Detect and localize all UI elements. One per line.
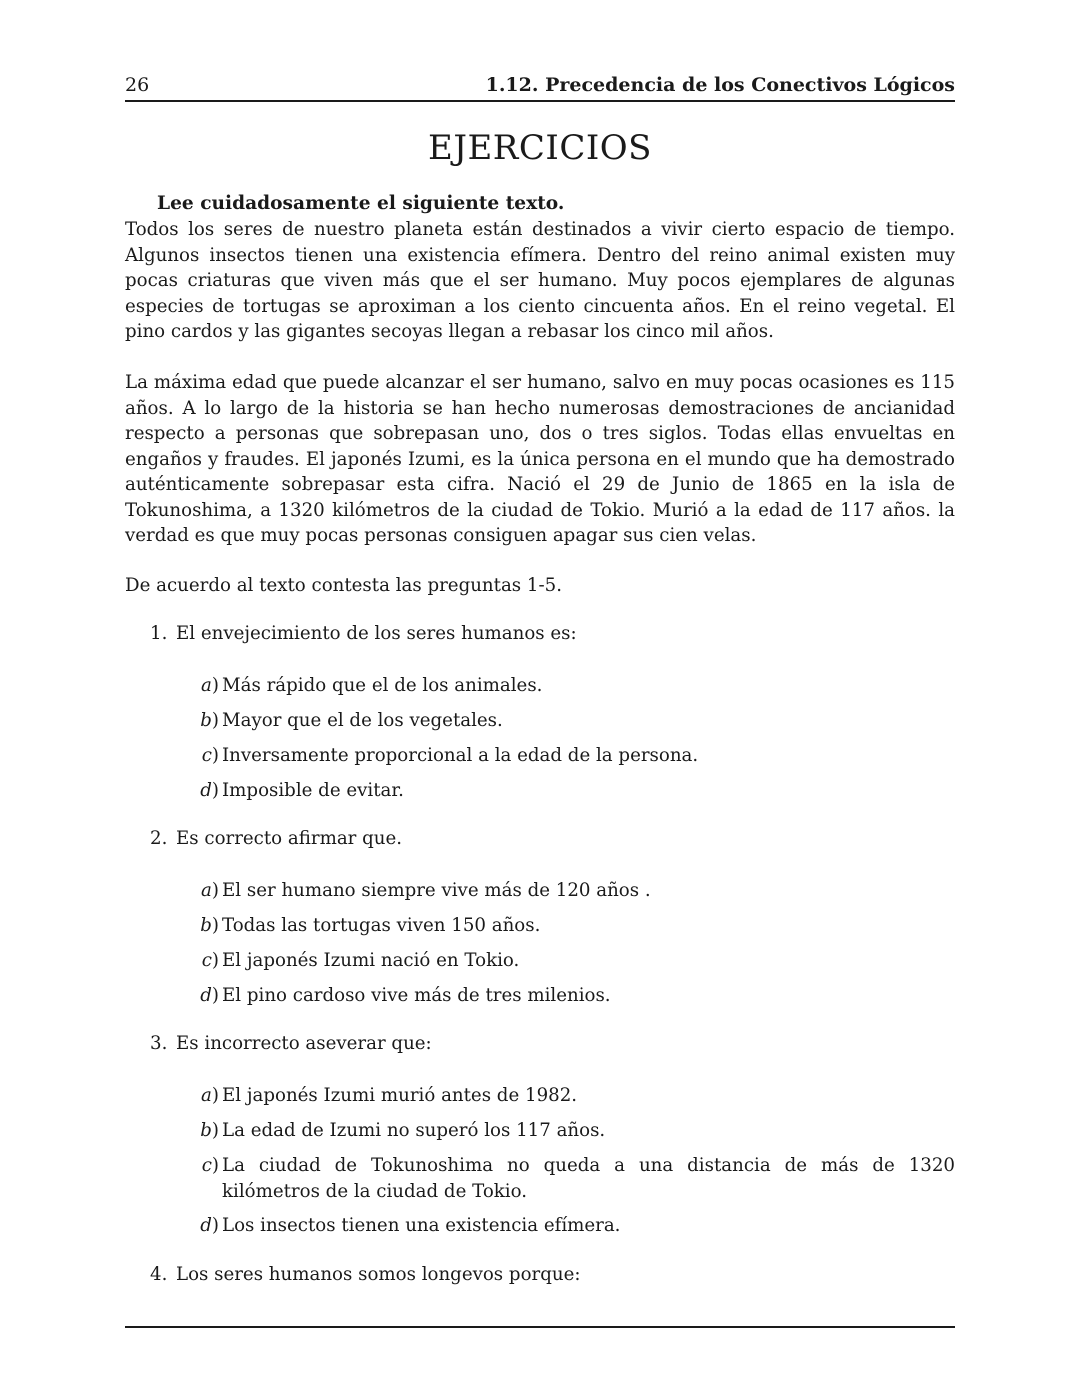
option-text: Más rápido que el de los animales.	[222, 675, 543, 696]
questions-intro: De acuerdo al texto contesta las preguntas 1-5.	[125, 575, 562, 596]
option-letter: b)	[200, 710, 219, 731]
running-header	[125, 72, 955, 102]
option-1d	[191, 778, 955, 804]
question-number: 1.	[150, 623, 168, 644]
option-letter: c)	[201, 950, 219, 971]
option-letter: a)	[201, 880, 219, 901]
option-text: La edad de Izumi no superó los 117 años.	[222, 1120, 606, 1141]
option-1a	[191, 673, 955, 699]
option-1b	[191, 708, 955, 734]
option-2a	[191, 878, 955, 904]
question-number: 2.	[150, 828, 168, 849]
option-letter: b)	[200, 915, 219, 936]
option-text: El pino cardoso vive más de tres milenios.	[222, 985, 611, 1006]
question-number: 4.	[150, 1264, 168, 1285]
option-3b	[191, 1118, 955, 1144]
option-text: El japonés Izumi murió antes de 1982.	[222, 1085, 578, 1106]
question-number: 3.	[150, 1033, 168, 1054]
option-text: Imposible de evitar.	[222, 780, 404, 801]
footer-rule	[125, 1326, 955, 1328]
option-text: Inversamente proporcional a la edad de la persona.	[222, 745, 699, 766]
option-letter: c)	[201, 1155, 219, 1176]
option-letter: d)	[200, 1215, 219, 1236]
section-title: 1.12. Precedencia de los Conectivos Lógicos	[485, 74, 955, 96]
option-text: Los insectos tienen una existencia efímera.	[222, 1215, 621, 1236]
question-3	[150, 1033, 432, 1054]
option-3a	[191, 1083, 955, 1109]
option-letter: b)	[200, 1120, 219, 1141]
option-letter: d)	[200, 985, 219, 1006]
question-4	[150, 1264, 580, 1285]
option-letter: a)	[201, 675, 219, 696]
question-text: Es correcto afirmar que.	[176, 828, 403, 849]
passage-paragraph-1: Todos los seres de nuestro planeta están destinados a vivir cierto espacio de tiempo. Algunos insectos tienen una existencia efímera. Dentro del reino animal existen muy pocas criaturas que viven más que el ser humano. Muy pocos ejemplares de algunas especies de tortugas se aproximan a los ciento cincuenta años. En el reino vegetal. El pino cardos y las gigantes secoyas llegan a rebasar los cinco mil años.	[125, 219, 955, 342]
question-text: El envejecimiento de los seres humanos es:	[176, 623, 577, 644]
passage-paragraph-2: La máxima edad que puede alcanzar el ser humano, salvo en muy pocas ocasiones es 115 años. A lo largo de la historia se han hecho numerosas demostraciones de ancianidad respecto a personas que sobrepasan uno, dos o tres siglos. Todas ellas envueltas en engaños y fraudes. El japonés Izumi, es la única persona en el mundo que ha demostrado auténticamente sobrepasar esta cifra. Nació el 29 de Junio de 1865 en la isla de Tokunoshima, a 1320 kilómetros de la ciudad de Tokio. Murió a la edad de 117 años. la verdad es que muy pocas personas consiguen apagar sus cien velas.	[125, 372, 955, 546]
option-letter: d)	[200, 780, 219, 801]
question-1	[150, 623, 577, 644]
option-3c	[191, 1153, 955, 1204]
option-text: La ciudad de Tokunoshima no queda a una distancia de más de 1320 kilómetros de la ciudad de Tokio.	[222, 1155, 955, 1202]
question-text: Es incorrecto aseverar que:	[176, 1033, 432, 1054]
option-3d	[191, 1213, 955, 1239]
option-letter: a)	[201, 1085, 219, 1106]
option-1c	[191, 743, 955, 769]
option-2b	[191, 913, 955, 939]
option-text: Mayor que el de los vegetales.	[222, 710, 503, 731]
question-text: Los seres humanos somos longevos porque:	[176, 1264, 581, 1285]
option-2d	[191, 983, 955, 1009]
exercises-heading: EJERCICIOS	[428, 128, 652, 168]
option-text: Todas las tortugas viven 150 años.	[222, 915, 541, 936]
page-number: 26	[125, 74, 150, 96]
option-letter: c)	[201, 745, 219, 766]
option-text: El japonés Izumi nació en Tokio.	[222, 950, 520, 971]
option-text: El ser humano siempre vive más de 120 años .	[222, 880, 651, 901]
question-2	[150, 828, 402, 849]
option-2c	[191, 948, 955, 974]
reading-instruction: Lee cuidadosamente el siguiente texto.	[157, 193, 565, 214]
